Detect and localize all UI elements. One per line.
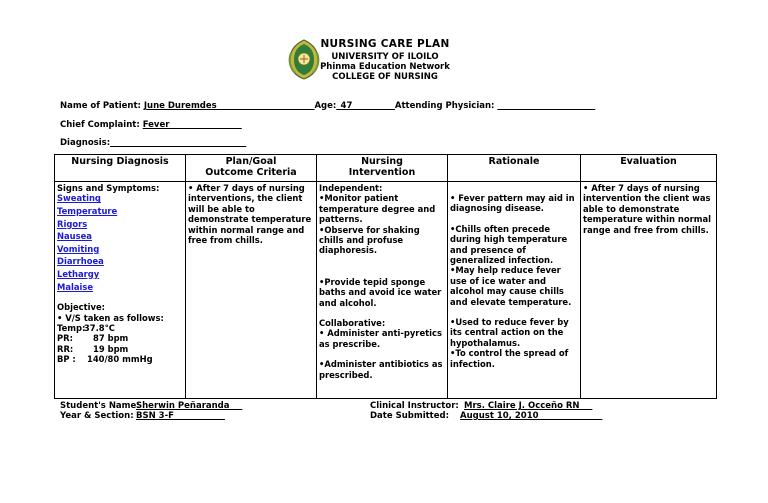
intervention-item: •Administer antibiotics as prescribed. bbox=[319, 359, 443, 380]
network-name: Phinma Education Network bbox=[320, 62, 450, 72]
student-row bbox=[60, 401, 242, 411]
plan-text: • After 7 days of nursing interventions, the client will be able to demonstrate temperature within normal range and free from chills. bbox=[188, 183, 312, 246]
complaint-value: Fever_________________ bbox=[142, 120, 242, 130]
instructor-label: Clinical Instructor: bbox=[370, 401, 459, 411]
vital-bp: BP : 140/80 mmHg bbox=[57, 354, 153, 365]
rationale-item: •Used to reduce fever by its central action on the hypothalamus. bbox=[450, 317, 569, 348]
physician-value: _______________________ bbox=[497, 101, 596, 111]
vs-heading: • V/S taken as follows: bbox=[57, 312, 164, 323]
university-name: UNIVERSITY OF ILOILO bbox=[331, 52, 439, 62]
date-value: August 10, 2010_______________ bbox=[460, 411, 603, 421]
patient-info-row bbox=[60, 101, 595, 111]
plan-cell bbox=[186, 182, 317, 399]
sign-link[interactable]: Nausea bbox=[57, 231, 92, 242]
age-value: _47__________ bbox=[336, 101, 395, 111]
objective-heading: Objective: bbox=[57, 302, 105, 313]
section-row bbox=[60, 411, 225, 421]
intervention-cell bbox=[317, 182, 448, 399]
table-header-row bbox=[55, 155, 717, 182]
sign-link[interactable]: Vomiting bbox=[57, 243, 100, 254]
date-row bbox=[370, 411, 602, 421]
independent-heading: Independent: bbox=[319, 183, 383, 193]
rationale-item: • Fever pattern may aid in diagnosing disease. bbox=[450, 193, 575, 214]
sign-link[interactable]: Malaise bbox=[57, 281, 94, 292]
intervention-item: •Observe for shaking chills and profuse diaphoresis. bbox=[319, 224, 420, 256]
document-title: NURSING CARE PLAN bbox=[320, 38, 450, 50]
age-label: Age: bbox=[314, 101, 337, 111]
header-rationale: Rationale bbox=[448, 155, 581, 182]
patient-name-label: Name of Patient: bbox=[60, 101, 141, 111]
intervention-item: • Administer anti-pyretics as prescribe. bbox=[319, 328, 442, 349]
instructor-value: Mrs. Claire J. Occeño RN___ bbox=[464, 401, 593, 411]
complaint-label: Chief Complaint: bbox=[60, 120, 140, 130]
diagnosis-row bbox=[60, 138, 246, 148]
intervention-item: •Monitor patient temperature degree and patterns. bbox=[319, 193, 436, 225]
section-label: Year & Section: bbox=[60, 411, 134, 421]
student-label: Student's Name: bbox=[60, 401, 140, 411]
signs-heading: Signs and Symptoms: bbox=[57, 183, 160, 193]
header-nursing-diagnosis: Nursing Diagnosis bbox=[55, 155, 186, 182]
rationale-cell bbox=[448, 182, 581, 399]
rationale-item: •May help reduce fever use of ice water and alcohol may cause chills and elevate temperature. bbox=[450, 265, 572, 307]
physician-label: Attending Physician: bbox=[394, 101, 495, 111]
rationale-item: •Chills often precede during high temperature and presence of generalized infection. bbox=[450, 223, 568, 266]
chief-complaint-row bbox=[60, 120, 242, 130]
patient-name-value: June Duremdes_______________________ bbox=[143, 101, 315, 111]
header-evaluation: Evaluation bbox=[581, 155, 717, 182]
table-row bbox=[55, 182, 717, 399]
sign-link[interactable]: Sweating bbox=[57, 193, 101, 204]
collaborative-heading: Collaborative: bbox=[319, 318, 386, 329]
diagnosis-value: ________________________________ bbox=[110, 138, 247, 148]
sign-link[interactable]: Diarrhoea bbox=[57, 256, 104, 267]
evaluation-cell bbox=[581, 182, 717, 399]
vital-pr: PR: 87 bpm bbox=[57, 333, 129, 344]
rationale-item: •To control the spread of infection. bbox=[450, 348, 569, 369]
evaluation-text: • After 7 days of nursing intervention the client was able to demonstrate temperature within normal range and free from chills. bbox=[583, 183, 711, 235]
sign-link[interactable]: Rigors bbox=[57, 218, 88, 229]
vital-rr: RR: 19 bpm bbox=[57, 343, 129, 354]
college-name: COLLEGE OF NURSING bbox=[332, 72, 438, 82]
section-value: BSN 3-F____________ bbox=[136, 411, 225, 421]
sign-link[interactable]: Lethargy bbox=[57, 268, 100, 279]
date-label: Date Submitted: bbox=[370, 411, 449, 421]
instructor-row bbox=[370, 401, 592, 411]
intervention-item: •Provide tepid sponge baths and avoid ice water and alcohol. bbox=[319, 276, 442, 308]
diagnosis-label: Diagnosis: bbox=[60, 138, 111, 148]
diagnosis-cell bbox=[55, 182, 186, 399]
sign-link[interactable]: Temperature bbox=[57, 206, 118, 216]
header-nursing-intervention: Nursing Intervention bbox=[317, 155, 448, 182]
care-plan-table bbox=[54, 154, 717, 399]
vital-temp: Temp: 37.8°C bbox=[57, 322, 115, 333]
header-plan-goal: Plan/Goal Outcome Criteria bbox=[186, 155, 317, 182]
student-value: Sherwin Peñaranda___ bbox=[136, 401, 243, 411]
